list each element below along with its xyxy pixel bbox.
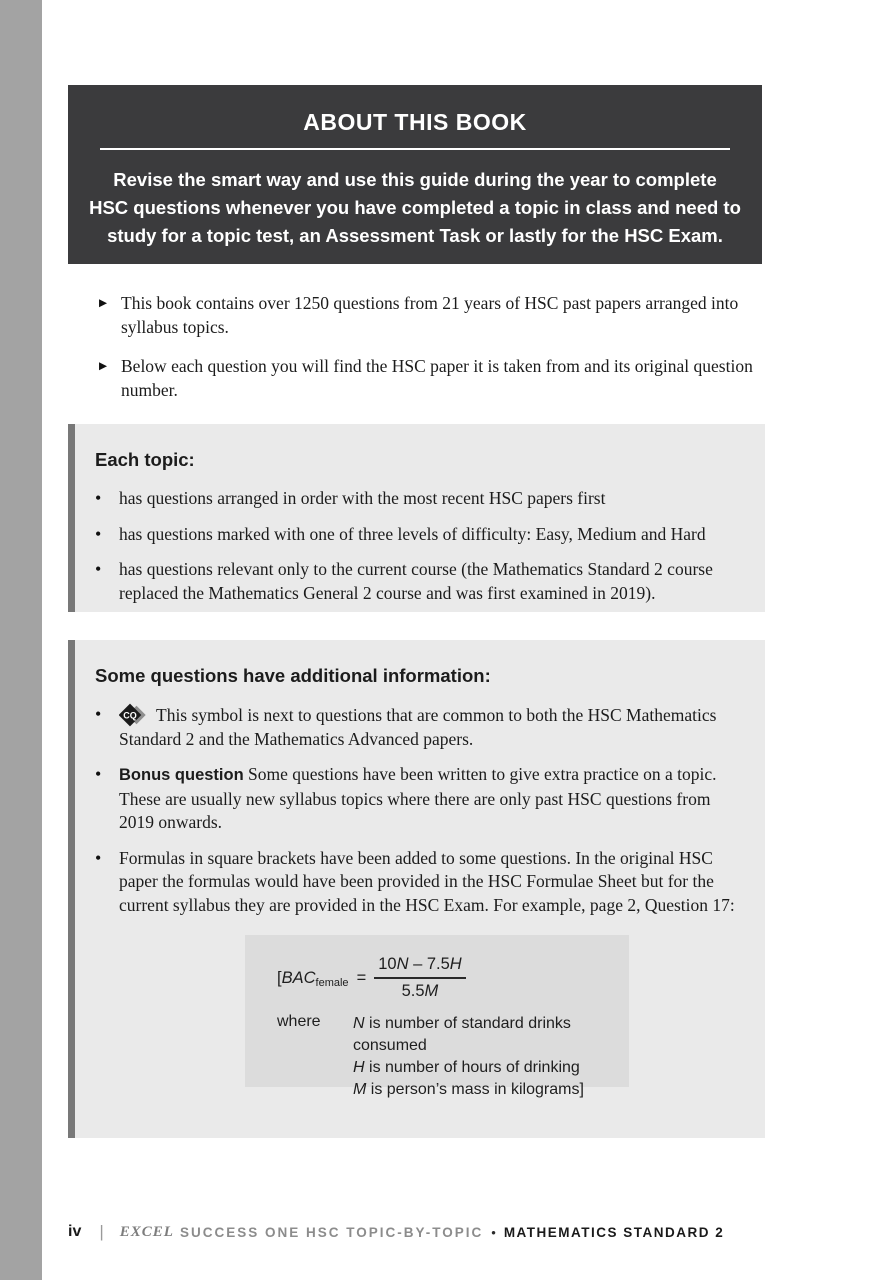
dot-bullet-icon: • bbox=[95, 764, 102, 784]
formula-where-block bbox=[277, 1013, 629, 1101]
formula-subscript: female bbox=[315, 977, 349, 989]
denominator-variable-m: M bbox=[424, 982, 439, 1000]
numerator-operator: – 7.5 bbox=[408, 955, 450, 973]
definition-text: is person’s mass in kilograms] bbox=[370, 1081, 584, 1098]
bonus-item-text-wrap bbox=[119, 763, 735, 835]
list-item bbox=[95, 558, 735, 605]
fraction-numerator bbox=[374, 955, 466, 979]
footer-separator: | bbox=[99, 1222, 104, 1241]
additional-info-list bbox=[95, 703, 735, 917]
list-item bbox=[95, 703, 735, 751]
numerator-variable-h: H bbox=[449, 955, 462, 973]
tagline-line: Revise the smart way and use this guide during the year to complete bbox=[113, 169, 717, 190]
footer-bullet-icon: • bbox=[491, 1224, 496, 1240]
panel-heading: Some questions have additional information: bbox=[95, 665, 491, 686]
each-topic-list bbox=[95, 487, 735, 605]
list-item-text: has questions relevant only to the current course (the Mathematics Standard 2 course replaced the Mathematics General 2 course and was first examined in 2019). bbox=[119, 559, 713, 603]
bonus-question-label: Bonus question bbox=[119, 766, 244, 784]
list-item-text: has questions marked with one of three levels of difficulty: Easy, Medium and Hard bbox=[119, 523, 706, 544]
list-item-text: This symbol is next to questions that are common to both the HSC Mathematics Standard 2 and the Mathematics Advanced papers. bbox=[119, 705, 717, 749]
definition-variable: N bbox=[353, 1015, 365, 1032]
list-item-text: Some questions have been written to give extra practice on a topic. These are usually new syllabus topics where there are only past HSC questions from 2019 onwards. bbox=[119, 764, 717, 832]
additional-info-panel bbox=[68, 640, 765, 1138]
page-number: iv bbox=[68, 1223, 82, 1240]
numerator-coefficient: 10 bbox=[378, 955, 397, 973]
intro-item-text: Below each question you will find the HSC paper it is taken from and its original question number. bbox=[121, 356, 753, 400]
scanned-page-edge bbox=[0, 0, 42, 1280]
where-label: where bbox=[277, 1013, 321, 1030]
page-footer bbox=[68, 1222, 724, 1242]
each-topic-panel bbox=[68, 424, 765, 612]
dot-bullet-icon: • bbox=[95, 523, 102, 544]
dot-bullet-icon: • bbox=[95, 488, 102, 508]
variable-definitions bbox=[353, 1013, 629, 1101]
definition-line bbox=[353, 1057, 629, 1079]
tagline bbox=[68, 166, 762, 250]
intro-item-text: This book contains over 1250 questions from 21 years of HSC past papers arranged into syllabus topics. bbox=[121, 293, 739, 337]
page-title: ABOUT THIS BOOK bbox=[303, 109, 527, 135]
panel-heading: Each topic: bbox=[95, 449, 195, 470]
numerator-variable-n: N bbox=[396, 955, 409, 973]
list-item bbox=[95, 763, 735, 835]
about-this-book-panel bbox=[68, 85, 762, 264]
fraction-denominator bbox=[374, 979, 466, 1001]
cq-icon-label: CQ bbox=[123, 710, 137, 721]
list-item bbox=[95, 487, 735, 511]
dot-bullet-icon: • bbox=[95, 704, 102, 724]
list-item-text: has questions arranged in order with the most recent HSC papers first bbox=[119, 488, 606, 508]
definition-text: is number of hours of drinking bbox=[369, 1059, 580, 1076]
equals-sign: = bbox=[356, 968, 367, 987]
definition-variable: M bbox=[353, 1081, 367, 1098]
bac-formula-box bbox=[245, 935, 629, 1098]
formula-open-bracket: [ bbox=[277, 968, 282, 987]
excel-brand-label: EXCEL bbox=[119, 1223, 174, 1240]
title-underline bbox=[100, 148, 730, 150]
list-item-text: Formulas in square brackets have been added to some questions. In the original HSC paper the formulas would have been provided in the HSC Formulae Sheet but for the current syllabus they are provided in the HSC Exam. For example, page 2, Question 17: bbox=[119, 847, 735, 915]
definition-line bbox=[353, 1013, 629, 1057]
bac-formula bbox=[277, 955, 629, 1001]
tagline-line: study for a topic test, an Assessment Task or lastly for the HSC Exam. bbox=[107, 225, 723, 246]
subject-title: MATHEMATICS STANDARD 2 bbox=[503, 1224, 725, 1240]
dot-bullet-icon: • bbox=[95, 847, 102, 868]
formula-bac-symbol: BAC bbox=[281, 968, 316, 987]
list-item bbox=[95, 847, 735, 918]
tagline-line: HSC questions whenever you have completed a topic in class and need to bbox=[89, 197, 741, 218]
definition-text: is number of standard drinks consumed bbox=[353, 1015, 571, 1054]
series-title: SUCCESS ONE HSC TOPIC-BY-TOPIC bbox=[179, 1224, 484, 1240]
cq-common-question-icon bbox=[119, 703, 149, 727]
triangle-bullet-icon: ▶ bbox=[99, 360, 108, 372]
denominator-coefficient: 5.5 bbox=[401, 982, 425, 1000]
list-item bbox=[95, 523, 735, 547]
triangle-bullet-icon: ▶ bbox=[99, 297, 108, 309]
list-item bbox=[99, 355, 761, 402]
formula-fraction bbox=[374, 955, 466, 1001]
dot-bullet-icon: • bbox=[95, 559, 102, 579]
definition-line bbox=[353, 1079, 629, 1101]
definition-variable: H bbox=[353, 1059, 365, 1076]
intro-bullet-list bbox=[99, 292, 761, 418]
cq-item-text-wrap bbox=[119, 703, 735, 751]
list-item bbox=[99, 292, 761, 339]
